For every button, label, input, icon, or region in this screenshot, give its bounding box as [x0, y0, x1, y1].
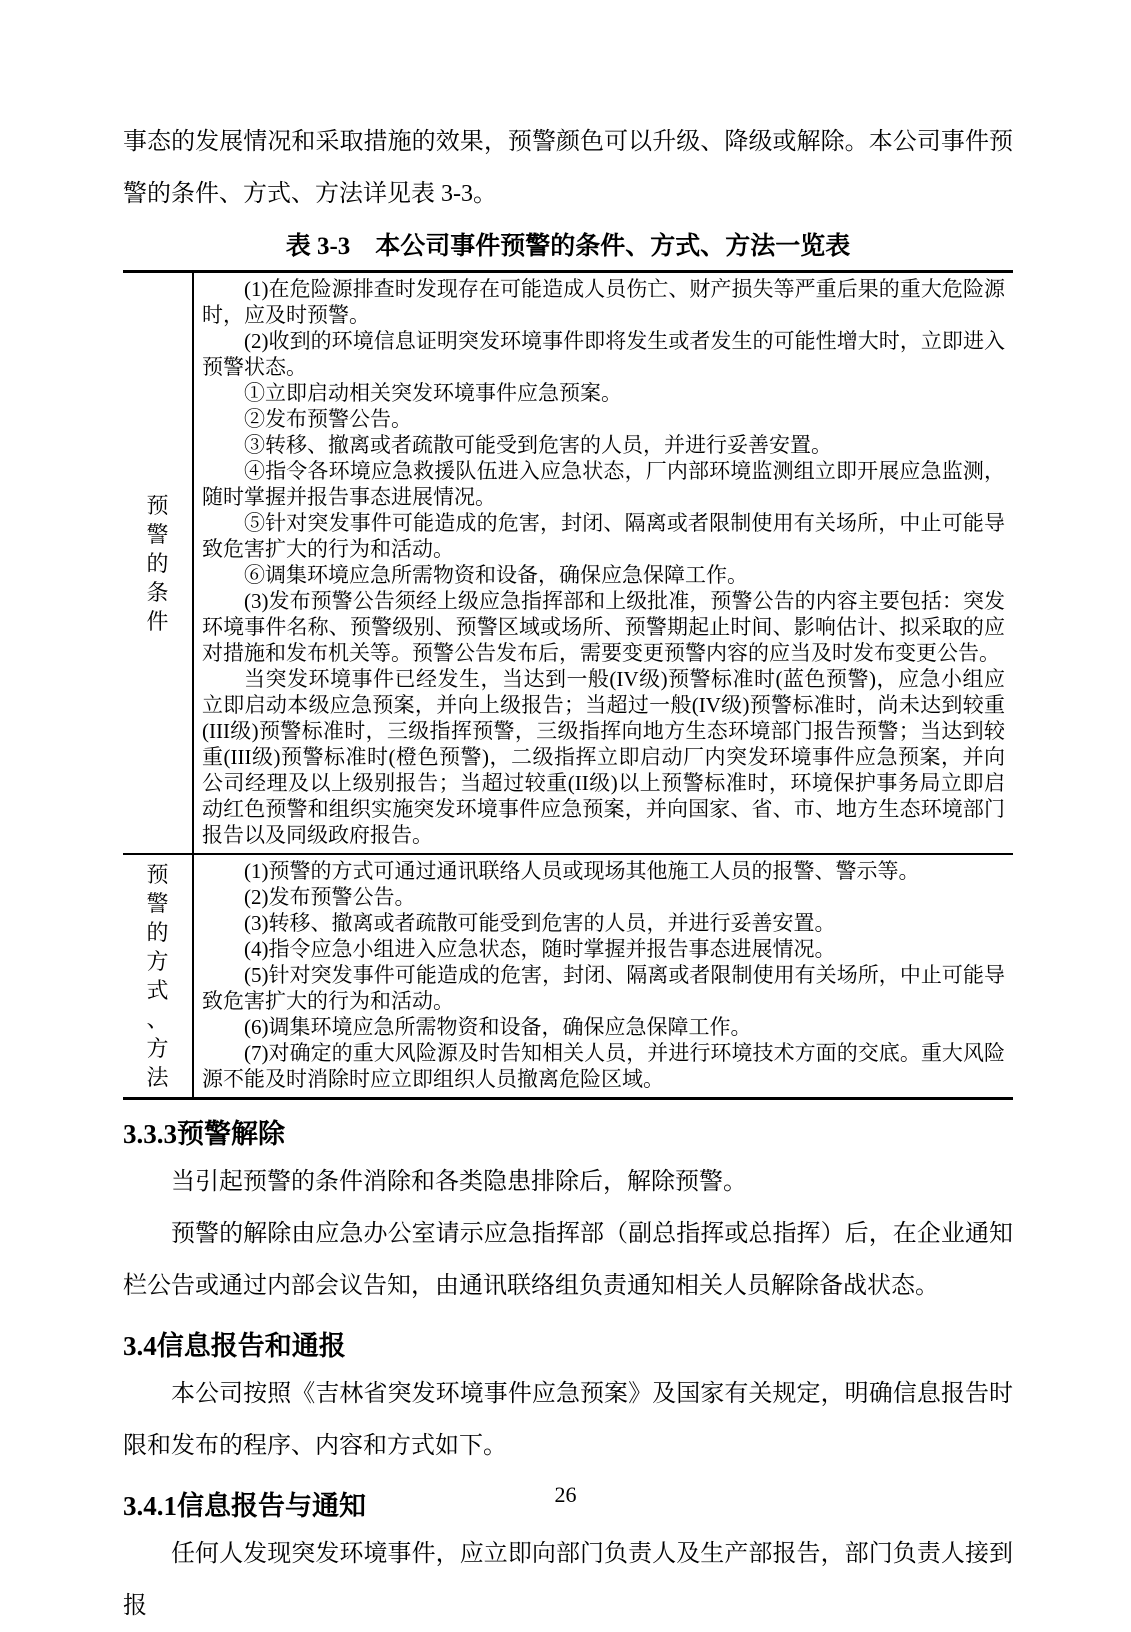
- section-heading: 3.3.3预警解除: [123, 1119, 285, 1149]
- table-paragraph: (1)在危险源排查时发现存在可能造成人员伤亡、财产损失等严重后果的重大危险源时，应及时预警。: [202, 277, 1005, 327]
- section-3-4-1: [123, 1488, 1013, 1632]
- table-paragraph: ⑥调集环境应急所需物资和设备，确保应急保障工作。: [244, 563, 748, 587]
- row-header-warning-conditions: [123, 273, 194, 853]
- intro-paragraph: 事态的发展情况和采取措施的效果，预警颜色可以升级、降级或解除。本公司事件预警的条件、方式、方法详见表 3-3。: [123, 129, 1013, 207]
- row-header-warning-methods: [123, 855, 194, 1097]
- section-paragraph: 任何人发现突发环境事件，应立即向部门负责人及生产部报告，部门负责人接到报: [123, 1541, 1013, 1619]
- section-heading: 3.4信息报告和通报: [123, 1331, 346, 1361]
- row-header-label: 预警的方式、方法: [146, 862, 169, 1090]
- section-heading: 3.4.1信息报告与通知: [123, 1491, 366, 1521]
- table-paragraph: (6)调集环境应急所需物资和设备，确保应急保障工作。: [244, 1015, 752, 1039]
- section-paragraph: 本公司按照《吉林省突发环境事件应急预案》及国家有关规定，明确信息报告时限和发布的程序、内容和方式如下。: [123, 1381, 1013, 1459]
- row-content-warning-conditions: [194, 273, 1013, 853]
- section-paragraph: 预警的解除由应急办公室请示应急指挥部（副总指挥或总指挥）后，在企业通知栏公告或通过内部会议告知，由通讯联络组负责通知相关人员解除备战状态。: [123, 1221, 1013, 1299]
- table-paragraph: (2)发布预警公告。: [244, 885, 416, 909]
- table-paragraph: ⑤针对突发事件可能造成的危害，封闭、隔离或者限制使用有关场所，中止可能导致危害扩大的行为和活动。: [202, 511, 1005, 561]
- table-title: 表 3-3 本公司事件预警的条件、方式、方法一览表: [285, 233, 851, 260]
- table-paragraph: (3)转移、撤离或者疏散可能受到危害的人员，并进行妥善安置。: [244, 911, 836, 935]
- row-header-label: 预警的条件: [146, 492, 169, 634]
- section-paragraph: 当引起预警的条件消除和各类隐患排除后，解除预警。: [171, 1169, 747, 1195]
- table-paragraph: ④指令各环境应急救援队伍进入应急状态，厂内部环境监测组立即开展应急监测，随时掌握并报告事态进展情况。: [202, 459, 1005, 509]
- table-row-warning-conditions: [123, 273, 1013, 853]
- table-paragraph: 当突发环境事件已经发生，当达到一般(IV级)预警标准时(蓝色预警)，应急小组应立即启动本级应急预案，并向上级报告；当超过一般(IV级)预警标准时，尚未达到较重(III级)预警标准时，三级指挥预警，三级指挥向地方生态环境部门报告预警；当达到较重(III级)预警标准时(橙色预警)，二级指挥立即启动厂内突发环境事件应急预案，并向公司经理及以上级别报告；当超过较重(II级)以上预警标准时，环境保护事务局立即启动红色预警和组织实施突发环境事件应急预案，并向国家、省、市、地方生态环境部门报告以及同级政府报告。: [202, 667, 1005, 847]
- table-paragraph: (3)发布预警公告须经上级应急指挥部和上级批准，预警公告的内容主要包括：突发环境事件名称、预警级别、预警区域或场所、预警期起止时间、影响估计、拟采取的应对措施和发布机关等。预警公告发布后，需要变更预警内容的应当及时发布变更公告。: [202, 589, 1005, 665]
- table-paragraph: ①立即启动相关突发环境事件应急预案。: [244, 381, 622, 405]
- section-3-3-3: [123, 1116, 1013, 1312]
- table-paragraph: (7)对确定的重大风险源及时告知相关人员，并进行环境技术方面的交底。重大风险源不能及时消除时应立即组织人员撤离危险区域。: [202, 1041, 1005, 1091]
- table-paragraph: (2)收到的环境信息证明突发环境事件即将发生或者发生的可能性增大时，立即进入预警状态。: [202, 329, 1005, 379]
- table-paragraph: ③转移、撤离或者疏散可能受到危害的人员，并进行妥善安置。: [244, 433, 832, 457]
- table-paragraph: ②发布预警公告。: [244, 407, 412, 431]
- row-content-warning-methods: [194, 855, 1013, 1097]
- table-paragraph: (1)预警的方式可通过通讯联络人员或现场其他施工人员的报警、警示等。: [244, 859, 920, 883]
- table-paragraph: (5)针对突发事件可能造成的危害，封闭、隔离或者限制使用有关场所，中止可能导致危害扩大的行为和活动。: [202, 963, 1005, 1013]
- page-number: 26: [554, 1482, 577, 1507]
- table-paragraph: (4)指令应急小组进入应急状态，随时掌握并报告事态进展情况。: [244, 937, 836, 961]
- table-row-warning-methods: [123, 853, 1013, 1097]
- warning-table: [123, 270, 1013, 1100]
- section-3-4: [123, 1328, 1013, 1472]
